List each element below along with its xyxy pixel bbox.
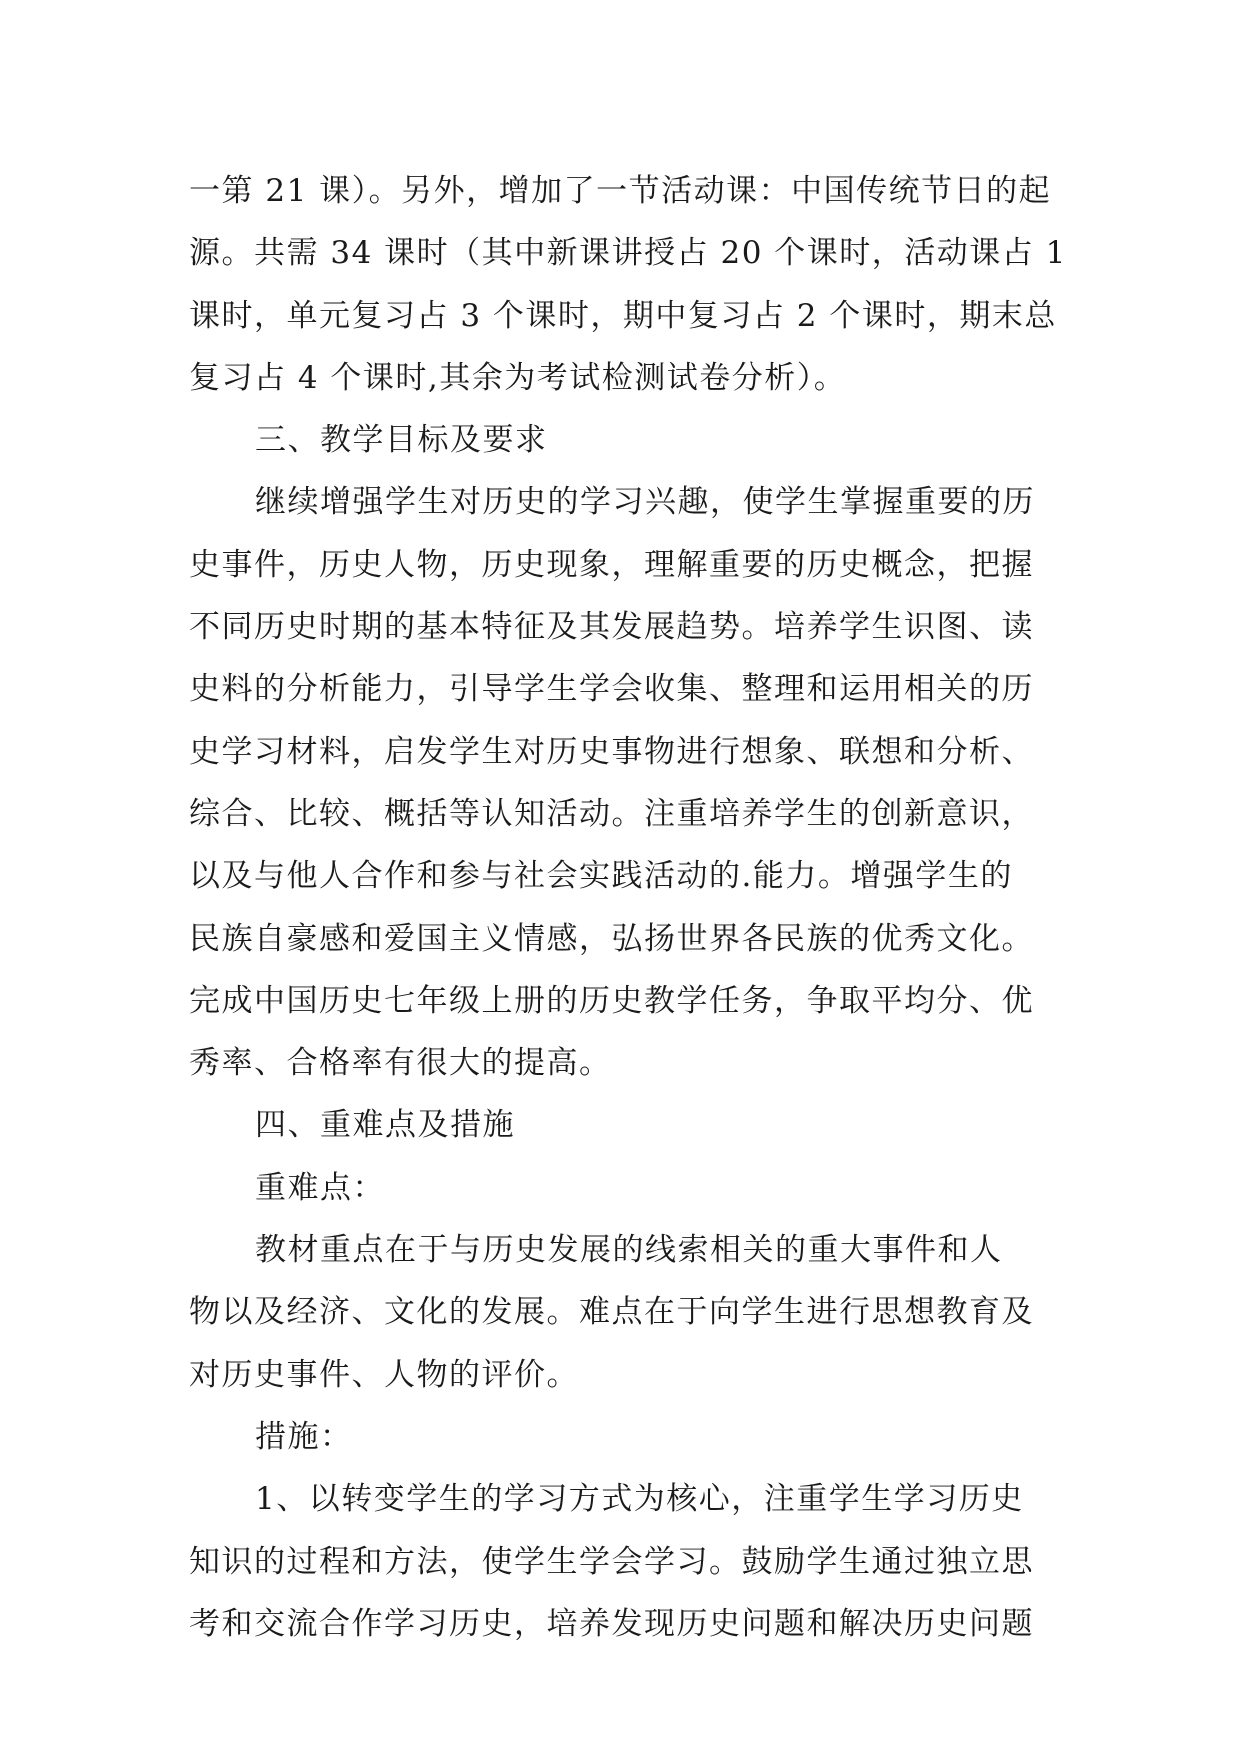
text-line: 对历史事件、人物的评价。 [189,1356,579,1393]
text-line: 完成中国历史七年级上册的历史教学任务，争取平均分、优 [189,982,1034,1019]
text-line: 民族自豪感和爱国主义情感，弘扬世界各民族的优秀文化。 [189,920,1034,957]
text-line: 继续增强学生对历史的学习兴趣，使学生掌握重要的历 [255,484,1035,521]
text-line: 一第 21 课）。另外，增加了一节活动课：中国传统节日的起 [189,173,1052,209]
text-line: 秀率、合格率有很大的提高。 [189,1045,612,1082]
text-line: 综合、比较、概括等认知活动。注重培养学生的创新意识， [189,795,1034,832]
text-line: 不同历史时期的基本特征及其发展趋势。培养学生识图、读 [189,609,1034,646]
text-line: 物以及经济、文化的发展。难点在于向学生进行思想教育及 [189,1294,1034,1331]
subsection-heading: 重难点： [255,1169,385,1206]
text-line: 史事件，历史人物，历史现象，理解重要的历史概念，把握 [189,546,1034,583]
text-line: 源。共需 34 课时（其中新课讲授占 20 个课时，活动课占 1 [189,235,1067,272]
text-line: 考和交流合作学习历史，培养发现历史问题和解决历史问题 [189,1605,1034,1642]
text-line: 知识的过程和方法，使学生学会学习。鼓励学生通过独立思 [189,1543,1034,1580]
document-body [189,160,1067,1655]
text-line: 史学习材料，启发学生对历史事物进行想象、联想和分析、 [189,733,1034,770]
subsection-heading: 措施： [255,1418,353,1455]
text-line: 史料的分析能力，引导学生学会收集、整理和运用相关的历 [189,671,1034,708]
text-line: 复习占 4 个课时,其余为考试检测试卷分析）。 [189,359,847,396]
section-heading: 三、教学目标及要求 [255,422,548,459]
text-line: 教材重点在于与历史发展的线索相关的重大事件和人 [255,1232,1003,1269]
text-line: 课时，单元复习占 3 个课时，期中复习占 2 个课时，期末总 [189,297,1057,334]
section-heading: 四、重难点及措施 [255,1107,515,1144]
text-line: 以及与他人合作和参与社会实践活动的.能力。增强学生的 [189,858,1013,895]
text-line: 1、以转变学生的学习方式为核心，注重学生学习历史 [255,1481,1024,1518]
